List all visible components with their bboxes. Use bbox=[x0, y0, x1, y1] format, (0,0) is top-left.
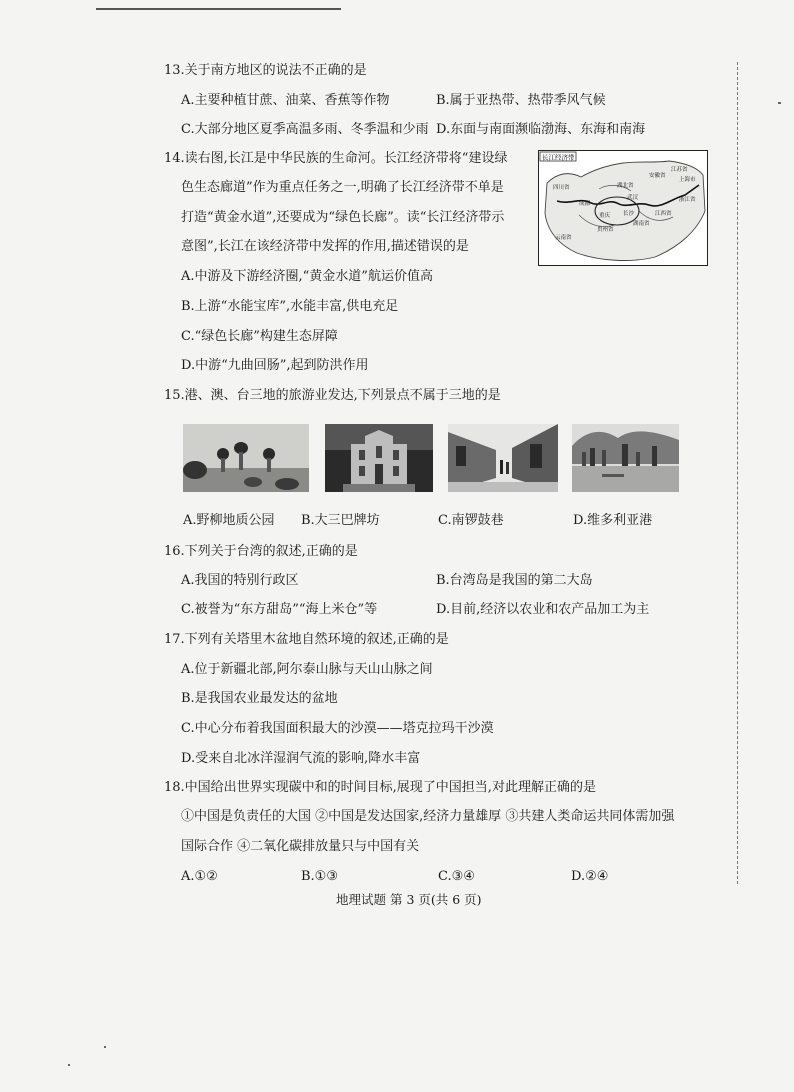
q18-statements-line1: ①中国是负责任的大国 ②中国是发达国家,经济力量雄厚 ③共建人类命运共同体需加强 bbox=[181, 809, 675, 824]
q14-stem-line3: 打造“黄金水道”,还要成为“绿色长廊”。读“长江经济带示 bbox=[181, 210, 505, 225]
map-label-jiangsu: 江苏省 bbox=[671, 167, 688, 173]
q14-option-d: D.中游“九曲回肠”,起到防洪作用 bbox=[181, 358, 369, 373]
q16-option-d: D.目前,经济以农业和农产品加工为主 bbox=[436, 602, 650, 617]
map-label-chengdu: 成都 bbox=[579, 201, 591, 207]
binding-line bbox=[737, 62, 738, 884]
q15-option-d: D.维多利亚港 bbox=[573, 513, 653, 528]
q13-option-b: B.属于亚热带、热带季风气候 bbox=[436, 93, 606, 108]
q17-option-d: D.受来自北冰洋湿润气流的影响,降水丰富 bbox=[181, 751, 421, 766]
q18-stem: 18.中国给出世界实现碳中和的时间目标,展现了中国担当,对此理解正确的是 bbox=[164, 780, 596, 795]
q15-stem: 15.港、澳、台三地的旅游业发达,下列景点不属于三地的是 bbox=[164, 388, 501, 403]
map-label-sichuan: 四川省 bbox=[553, 185, 570, 191]
map-drawing bbox=[539, 151, 707, 265]
q18-option-d: D.②④ bbox=[571, 869, 609, 884]
q16-option-a: A.我国的特别行政区 bbox=[181, 573, 299, 588]
q14-option-a: A.中游及下游经济圈,“黄金水道”航运价值高 bbox=[181, 269, 433, 284]
page-footer: 地理试题 第 3 页(共 6 页) bbox=[336, 892, 482, 907]
q18-option-b: B.①③ bbox=[301, 869, 338, 884]
map-label-anhui: 安徽省 bbox=[649, 173, 666, 179]
q18-option-c: C.③④ bbox=[438, 869, 475, 884]
q18-statements-line2: 国际合作 ④二氧化碳排放量只与中国有关 bbox=[181, 839, 420, 854]
scan-speck bbox=[104, 1046, 106, 1048]
q13-option-c: C.大部分地区夏季高温多雨、冬季温和少雨 bbox=[181, 122, 429, 137]
q16-option-b: B.台湾岛是我国的第二大岛 bbox=[436, 573, 593, 588]
scan-speck bbox=[68, 1064, 70, 1066]
q16-option-c: C.被誉为“东方甜岛”“海上米仓”等 bbox=[181, 602, 378, 617]
map-label-yunnan: 云南省 bbox=[555, 235, 572, 241]
photo-ruins-of-st-paul bbox=[325, 424, 433, 492]
q18-option-a: A.①② bbox=[181, 869, 218, 884]
photo-victoria-harbour bbox=[572, 424, 679, 492]
q13-option-a: A.主要种植甘蔗、油菜、香蕉等作物 bbox=[181, 93, 390, 108]
q14-stem-line1: 14.读右图,长江是中华民族的生命河。长江经济带将“建设绿 bbox=[164, 151, 508, 166]
map-label-jiangxi: 江西省 bbox=[655, 211, 672, 217]
q14-stem-line2: 色生态廊道”作为重点任务之一,明确了长江经济带不单是 bbox=[181, 180, 504, 195]
map-label-chongqing: 重庆 bbox=[599, 213, 611, 219]
photo-yehliu-geopark bbox=[183, 424, 309, 492]
map-label-hunan: 湖南省 bbox=[633, 221, 650, 227]
q16-stem: 16.下列关于台湾的叙述,正确的是 bbox=[164, 544, 358, 559]
top-rule bbox=[96, 8, 341, 10]
q14-option-b: B.上游“水能宝库”,水能丰富,供电充足 bbox=[181, 299, 399, 314]
q17-option-c: C.中心分布着我国面积最大的沙漠——塔克拉玛干沙漠 bbox=[181, 721, 494, 736]
q13-option-d: D.东面与南面濒临渤海、东海和南海 bbox=[436, 122, 646, 137]
q14-option-c: C.“绿色长廊”构建生态屏障 bbox=[181, 329, 338, 344]
scan-speck bbox=[778, 102, 781, 104]
q17-option-a: A.位于新疆北部,阿尔泰山脉与天山山脉之间 bbox=[181, 662, 433, 677]
map-label-wuhan: 武汉 bbox=[627, 195, 639, 201]
q15-option-a: A.野柳地质公园 bbox=[183, 513, 275, 528]
q15-option-c: C.南锣鼓巷 bbox=[438, 513, 504, 528]
q17-option-b: B.是我国农业最发达的盆地 bbox=[181, 691, 338, 706]
yangtze-economic-belt-map bbox=[538, 150, 708, 266]
map-label-shanghai: 上海市 bbox=[679, 177, 696, 183]
q14-stem-line4: 意图”,长江在该经济带中发挥的作用,描述错误的是 bbox=[181, 239, 469, 254]
q13-stem: 13.关于南方地区的说法不正确的是 bbox=[164, 63, 367, 78]
q15-option-b: B.大三巴牌坊 bbox=[301, 513, 380, 528]
map-label-changsha: 长沙 bbox=[623, 211, 635, 217]
map-title: 长江经济带 bbox=[542, 153, 575, 162]
map-label-hubei: 湖北省 bbox=[617, 183, 634, 189]
map-label-zhejiang: 浙江省 bbox=[679, 197, 696, 203]
photo-nanluoguxiang bbox=[448, 424, 558, 492]
map-label-guizhou: 贵州省 bbox=[597, 227, 614, 233]
q17-stem: 17.下列有关塔里木盆地自然环境的叙述,正确的是 bbox=[164, 632, 449, 647]
